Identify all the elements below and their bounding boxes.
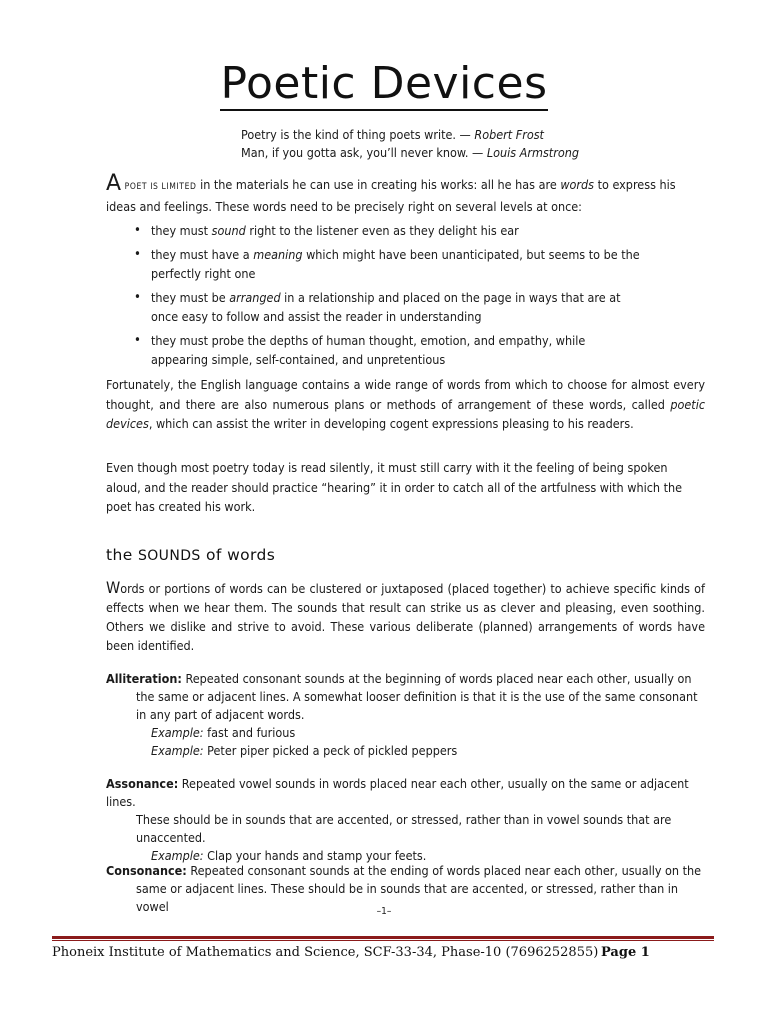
intro-paragraph: A POET IS LIMITED in the materials he can use in creating his works: all he has are words to express his ideas and feelings. These words need to be precisely right on several levels at once:	[106, 171, 676, 214]
list-item: • they must probe the depths of human thought, emotion, and empathy, while appearing simple, self-contained, and unpretentious	[134, 331, 591, 369]
page-title: Poetic Devices	[220, 58, 548, 109]
paragraph-sounds-intro: Words or portions of words can be clustered or juxtaposed (placed together) to achieve specific kinds of effects when we hear them. The sounds that result can strike us as clever and pleasing, even soothing. Others we dislike and strive to avoid. These various deliberate (planned) arrangements of words have been identified.	[106, 578, 705, 653]
page-number-center: –1–	[376, 906, 392, 917]
definition-assonance: Assonance: Repeated vowel sounds in words placed near each other, usually on the same or adjacent lines. These should be in sounds that are accented, or stressed, rather than in vowel sounds that are unaccented. Example: Clap your hands and stamp your feets.	[106, 775, 712, 865]
epigraphs	[241, 126, 579, 162]
footer-institute: Phoneix Institute of Mathematics and Science, SCF-33-34, Phase-10 (7696252855)	[52, 945, 599, 960]
footer-rule	[52, 936, 714, 939]
section-heading: the SOUNDS of words	[106, 546, 276, 564]
epigraph-author: Robert Frost	[474, 127, 544, 142]
epigraph-2: Man, if you gotta ask, you’ll never know. — Louis Armstrong	[241, 145, 579, 160]
definition-term: Assonance:	[106, 776, 179, 791]
intro-smallcaps: POET IS LIMITED	[124, 182, 197, 192]
list-item: • they must sound right to the listener even as they delight his ear	[134, 221, 654, 240]
example: Example: Clap your hands and stamp your feets.	[151, 848, 427, 863]
definition-alliteration: Alliteration: Repeated consonant sounds at the beginning of words placed near each other, usually on the same or adjacent lines. A somewhat looser definition is that it is the use of the same consonant in any part of adjacent words. Example: fast and furious Example: Peter piper picked a peck of pickled peppers	[106, 670, 712, 760]
footer-page-number: Page 1	[601, 945, 650, 960]
epigraph-author: Louis Armstrong	[486, 145, 579, 160]
paragraph-poetic-devices: Fortunately, the English language contains a wide range of words from which to choose for almost every thought, and there are also numerous plans or methods of arrangement of these words, called poetic devices, which can assist the writer in developing cogent expressions pleasing to his readers.	[106, 377, 705, 431]
definition-term: Consonance:	[106, 863, 187, 878]
epigraph-1: Poetry is the kind of thing poets write. — Robert Frost	[241, 127, 544, 142]
definition-consonance: Consonance: Repeated consonant sounds at the ending of words placed near each other, usually on the same or adjacent lines. These should be in sounds that are accented, or stressed, rather than in vowel	[106, 863, 702, 914]
requirements-list	[134, 221, 654, 374]
list-item: • they must have a meaning which might have been unanticipated, but seems to be the perfectly right one	[134, 245, 641, 283]
footer-rule-thin	[52, 940, 714, 941]
definition-term: Alliteration:	[106, 671, 182, 686]
list-item: • they must be arranged in a relationship and placed on the page in ways that are at once easy to follow and assist the reader in understanding	[134, 288, 641, 326]
dropcap: A	[106, 171, 122, 196]
example: Example: fast and furious	[151, 725, 296, 740]
example: Example: Peter piper picked a peck of pickled peppers	[151, 743, 458, 758]
paragraph-spoken-aloud: Even though most poetry today is read silently, it must still carry with it the feeling of being spoken aloud, and the reader should practice “hearing” it in order to catch all of the artfulness with which the poet has created his work.	[106, 460, 683, 514]
